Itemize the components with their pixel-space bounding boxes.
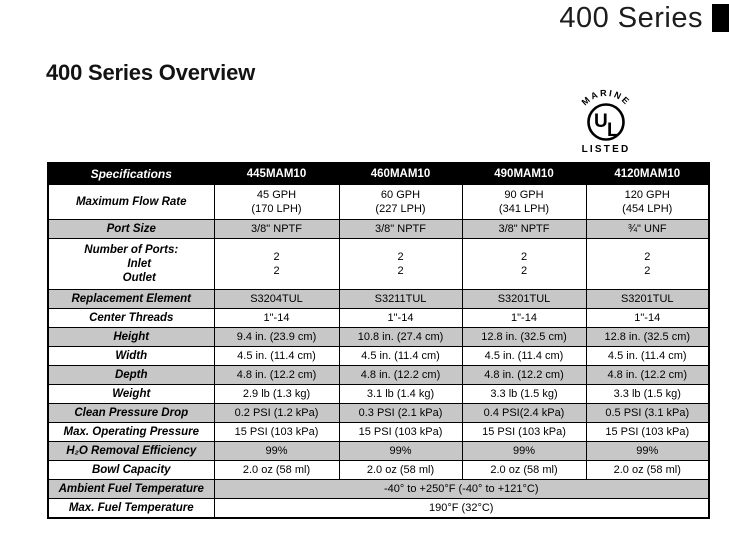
cell-value: S3201TUL	[462, 290, 586, 309]
cell-value: 3/8" NPTF	[214, 220, 339, 239]
cell-value: 3/8" NPTF	[462, 220, 586, 239]
cell-value: 99%	[339, 442, 462, 461]
corner-tab	[712, 4, 729, 32]
cell-value: 3.3 lb (1.5 kg)	[462, 385, 586, 404]
cell-value: 2.0 oz (58 ml)	[462, 461, 586, 480]
row-label: Clean Pressure Drop	[48, 404, 214, 423]
cell-value: 10.8 in. (27.4 cm)	[339, 328, 462, 347]
cell-value: 2.9 lb (1.3 kg)	[214, 385, 339, 404]
row-replacement-element	[48, 290, 709, 309]
cell-value: 99%	[586, 442, 709, 461]
row-port-size	[48, 220, 709, 239]
cell-value: 15 PSI (103 kPa)	[586, 423, 709, 442]
row-label: Depth	[48, 366, 214, 385]
ul-letter-l: L	[607, 120, 619, 141]
cell-value: 4.5 in. (11.4 cm)	[462, 347, 586, 366]
cell-value: 60 GPH (227 LPH)	[339, 185, 462, 220]
row-label: Height	[48, 328, 214, 347]
page-title: 400 Series Overview	[46, 60, 256, 85]
cell-value: ¾" UNF	[586, 220, 709, 239]
row-label: Center Threads	[48, 309, 214, 328]
row-weight	[48, 385, 709, 404]
row-height	[48, 328, 709, 347]
cell-value: 12.8 in. (32.5 cm)	[586, 328, 709, 347]
series-corner-title: 400 Series	[559, 2, 703, 34]
cell-value: 45 GPH (170 LPH)	[214, 185, 339, 220]
cell-value: 2.0 oz (58 ml)	[339, 461, 462, 480]
row-label: Bowl Capacity	[48, 461, 214, 480]
spec-header-row	[48, 163, 709, 185]
header-model-460mam10: 460MAM10	[339, 163, 462, 185]
ul-marine-arc-text: MARINE	[579, 87, 633, 108]
row-center-threads	[48, 309, 709, 328]
row-label: Width	[48, 347, 214, 366]
spec-table	[47, 162, 710, 519]
row-label: H₂O Removal Efficiency	[48, 442, 214, 461]
cell-span-value: 190°F (32°C)	[214, 499, 709, 519]
cell-value: 90 GPH (341 LPH)	[462, 185, 586, 220]
ul-letter-u: U	[594, 111, 608, 132]
row-bowl-capacity	[48, 461, 709, 480]
cell-value: 3.3 lb (1.5 kg)	[586, 385, 709, 404]
ports-sublabel-outlet: Outlet	[122, 272, 156, 284]
row-label: Ambient Fuel Temperature	[48, 480, 214, 499]
ports-sublabel-inlet: Inlet	[127, 258, 152, 270]
row-label: Port Size	[48, 220, 214, 239]
row-clean-pressure-drop	[48, 404, 709, 423]
cell-value: 3/8" NPTF	[339, 220, 462, 239]
cell-value: 4.5 in. (11.4 cm)	[339, 347, 462, 366]
cell-value: 4.8 in. (12.2 cm)	[586, 366, 709, 385]
cell-value: 2.0 oz (58 ml)	[214, 461, 339, 480]
cell-value: 0.2 PSI (1.2 kPa)	[214, 404, 339, 423]
row-max-operating-pressure	[48, 423, 709, 442]
row-h2o-removal-efficiency	[48, 442, 709, 461]
cell-value: 9.4 in. (23.9 cm)	[214, 328, 339, 347]
cell-value: 1"-14	[214, 309, 339, 328]
cell-value: 2.0 oz (58 ml)	[586, 461, 709, 480]
row-maximum-flow-rate	[48, 185, 709, 220]
cell-value: 4.5 in. (11.4 cm)	[586, 347, 709, 366]
row-number-of-ports	[48, 239, 709, 290]
header-model-445mam10: 445MAM10	[214, 163, 339, 185]
header-specifications: Specifications	[48, 163, 214, 185]
cell-value: S3211TUL	[339, 290, 462, 309]
row-ambient-fuel-temperature	[48, 480, 709, 499]
cell-value: 0.4 PSI(2.4 kPa)	[462, 404, 586, 423]
row-label: Replacement Element	[48, 290, 214, 309]
ul-listed-text: LISTED	[581, 144, 631, 155]
row-width	[48, 347, 709, 366]
ports-label: Number of Ports:	[84, 244, 179, 256]
header-model-490mam10: 490MAM10	[462, 163, 586, 185]
cell-value: 12.8 in. (32.5 cm)	[462, 328, 586, 347]
cell-value: 2 2	[586, 239, 709, 290]
cell-value: 4.5 in. (11.4 cm)	[214, 347, 339, 366]
cell-value: S3201TUL	[586, 290, 709, 309]
cell-value: 1"-14	[339, 309, 462, 328]
cell-value: S3204TUL	[214, 290, 339, 309]
header-model-4120mam10: 4120MAM10	[586, 163, 709, 185]
cell-value: 0.3 PSI (2.1 kPa)	[339, 404, 462, 423]
cell-value: 2 2	[462, 239, 586, 290]
cell-value: 1"-14	[586, 309, 709, 328]
cell-value: 0.5 PSI (3.1 kPa)	[586, 404, 709, 423]
cell-value: 4.8 in. (12.2 cm)	[462, 366, 586, 385]
cell-value: 4.8 in. (12.2 cm)	[339, 366, 462, 385]
cell-value: 15 PSI (103 kPa)	[214, 423, 339, 442]
row-max-fuel-temperature	[48, 499, 709, 519]
cell-span-value: -40° to +250°F (-40° to +121°C)	[214, 480, 709, 499]
ul-marine-listed-logo	[571, 80, 641, 156]
row-label: Weight	[48, 385, 214, 404]
row-label: Max. Operating Pressure	[48, 423, 214, 442]
cell-value: 15 PSI (103 kPa)	[339, 423, 462, 442]
cell-value: 120 GPH (454 LPH)	[586, 185, 709, 220]
cell-value: 2 2	[339, 239, 462, 290]
row-label	[48, 239, 214, 290]
cell-value: 15 PSI (103 kPa)	[462, 423, 586, 442]
cell-value: 99%	[462, 442, 586, 461]
row-label: Maximum Flow Rate	[48, 185, 214, 220]
row-label: Max. Fuel Temperature	[48, 499, 214, 519]
cell-value: 4.8 in. (12.2 cm)	[214, 366, 339, 385]
spec-table-container	[47, 162, 710, 519]
cell-value: 3.1 lb (1.4 kg)	[339, 385, 462, 404]
cell-value: 1"-14	[462, 309, 586, 328]
cell-value: 2 2	[214, 239, 339, 290]
row-depth	[48, 366, 709, 385]
cell-value: 99%	[214, 442, 339, 461]
